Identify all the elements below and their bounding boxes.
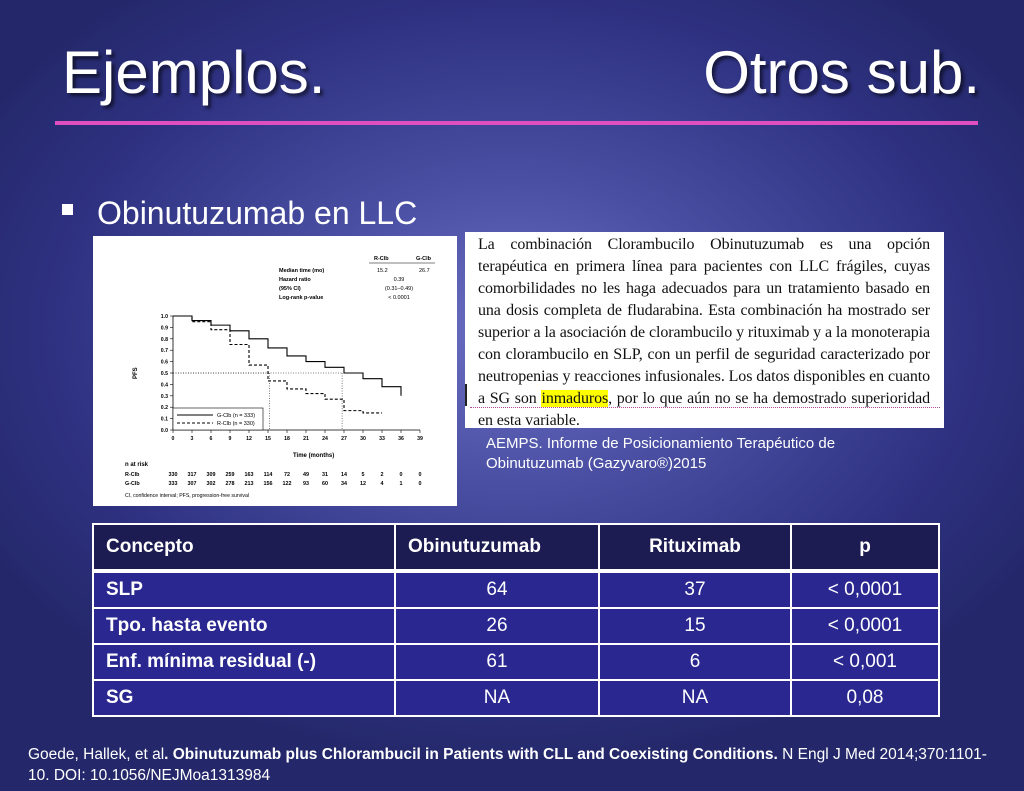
cell-rituximab: NA (599, 680, 791, 716)
km-y-tick-label: 0.6 (160, 359, 168, 366)
risk-table (125, 472, 422, 487)
risk-value: 4 (380, 481, 384, 487)
risk-value: 307 (187, 481, 197, 487)
results-table (92, 523, 940, 717)
cell-concepto: Enf. mínima residual (-) (93, 644, 395, 680)
km-x-tick-label: 12 (246, 436, 252, 442)
kaplan-meier-figure (93, 236, 457, 506)
km-series-rclb (173, 316, 382, 413)
risk-value: 72 (284, 472, 290, 478)
header-obinutuzumab: Obinutuzumab (395, 524, 599, 571)
aemps-quote-text (478, 234, 930, 428)
table-header-row (93, 524, 939, 571)
km-chart-svg (93, 236, 457, 506)
stats-value-gclb: 26.7 (419, 268, 430, 274)
header-concepto: Concepto (93, 524, 395, 571)
risk-value: 330 (168, 472, 178, 478)
cell-p: < 0,0001 (791, 571, 939, 608)
quote-margin-bar (465, 384, 467, 406)
quote-text-before: La combinación Clorambucilo Obinutuzumab es una opción terapéutica en primera línea para pacientes con LLC frágiles, cuyas comorbilidades no les haga adecuados para un tratamiento basado en una dosis completa de fludarabina. Esta combinación ha mostrado ser superior a la asociación de clorambucilo y rituximab y a la monoterapia con clorambucilo en SLP, con un perfil de seguridad caracterizado por neutropenias y reacciones infusionales. Los datos disponibles en cuanto a SG son (478, 236, 930, 407)
cell-obinutuzumab: NA (395, 680, 599, 716)
stats-header-rclb: R-Clb (374, 256, 389, 262)
risk-value: 309 (206, 472, 216, 478)
stats-label: Hazard ratio (279, 277, 311, 283)
km-xlabel: Time (months) (293, 453, 335, 459)
cell-p: 0,08 (791, 680, 939, 716)
cell-obinutuzumab: 64 (395, 571, 599, 608)
km-footnote: CI, confidence interval; PFS, progression-free survival (125, 493, 249, 499)
risk-row-label: R-Clb (125, 472, 140, 478)
square-bullet-icon (62, 204, 73, 215)
legend-label-gclb: G-Clb (n = 333) (217, 413, 256, 419)
cell-rituximab: 15 (599, 608, 791, 644)
aemps-caption: AEMPS. Informe de Posicionamiento Terapéutico de Obinutuzumab (Gazyvaro®)2015 (486, 435, 836, 472)
table-row (93, 680, 939, 716)
stats-header-gclb: G-Clb (416, 256, 431, 262)
risk-value: 1 (399, 481, 403, 487)
risk-value: 31 (322, 472, 328, 478)
km-x-tick-label: 39 (417, 436, 423, 442)
risk-value: 12 (360, 481, 366, 487)
km-y-tick-label: 0.8 (160, 336, 168, 343)
cell-rituximab: 37 (599, 571, 791, 608)
reference-title: . Obinutuzumab plus Chlorambucil in Patients with CLL and Coexisting Conditions. (164, 746, 778, 763)
km-y-tick-label: 0.0 (160, 428, 168, 434)
stats-label: Log-rank p-value (279, 295, 324, 301)
risk-value: 0 (399, 472, 403, 478)
risk-value: 14 (341, 472, 347, 478)
risk-value: 114 (263, 472, 273, 478)
title-divider (55, 121, 978, 125)
cell-concepto: SLP (93, 571, 395, 608)
risk-value: 0 (418, 472, 422, 478)
risk-value: 0 (418, 481, 422, 487)
km-x-tick-label: 33 (379, 436, 385, 442)
cell-rituximab: 6 (599, 644, 791, 680)
aemps-quote-panel (465, 232, 944, 428)
risk-value: 60 (322, 481, 328, 487)
header-p: p (791, 524, 939, 571)
risk-value: 333 (168, 481, 178, 487)
risk-value: 278 (225, 481, 235, 487)
risk-value: 163 (244, 472, 254, 478)
table-row (93, 571, 939, 608)
risk-value: 156 (263, 481, 273, 487)
stats-value: < 0.0001 (388, 295, 410, 301)
stats-value-rclb: 15.2 (377, 268, 388, 274)
bullet-text: Obinutuzumab en LLC (97, 194, 418, 231)
km-x-tick-label: 36 (398, 436, 404, 442)
cell-p: < 0,001 (791, 644, 939, 680)
quote-dotted-rule (470, 407, 940, 408)
km-y-tick-label: 0.7 (160, 348, 168, 355)
km-y-tick-label: 0.2 (160, 405, 168, 412)
bullet-item (62, 192, 417, 234)
km-x-tick-label: 3 (190, 436, 194, 442)
km-y-tick-label: 0.4 (160, 382, 168, 389)
risk-title: n at risk (125, 462, 149, 468)
cell-obinutuzumab: 26 (395, 608, 599, 644)
cell-obinutuzumab: 61 (395, 644, 599, 680)
cell-concepto: SG (93, 680, 395, 716)
risk-value: 317 (187, 472, 197, 478)
stats-label: (95% CI) (279, 286, 301, 292)
stats-label: Median time (mo) (279, 268, 325, 274)
header-rituximab: Rituximab (599, 524, 791, 571)
risk-value: 213 (244, 481, 254, 487)
reference-authors: Goede, Hallek, et al (28, 746, 165, 763)
legend-label-rclb: R-Clb (n = 330) (217, 421, 255, 427)
km-x-tick-label: 6 (209, 436, 213, 442)
risk-value: 5 (361, 472, 365, 478)
km-y-tick-label: 0.5 (160, 371, 168, 377)
km-x-tick-label: 15 (265, 436, 271, 442)
slide-title-left: Ejemplos. (62, 39, 326, 106)
quote-highlight: inmaduros (541, 390, 609, 407)
cell-concepto: Tpo. hasta evento (93, 608, 395, 644)
risk-row-label: G-Clb (125, 481, 140, 487)
km-y-tick-label: 0.3 (160, 393, 168, 400)
risk-value: 259 (225, 472, 235, 478)
stats-table (279, 268, 430, 301)
km-x-tick-label: 0 (171, 436, 175, 442)
risk-value: 49 (303, 472, 309, 478)
km-ylabel: PFS (133, 367, 139, 379)
stats-value: 0.39 (393, 277, 405, 283)
quote-text-after: , por lo que aún no se ha demostrado superioridad en esta variable. (478, 390, 930, 428)
stats-value: (0.31–0.49) (384, 286, 414, 292)
km-y-tick-label: 1.0 (160, 314, 168, 320)
km-x-tick-label: 9 (228, 436, 232, 442)
risk-value: 122 (282, 481, 292, 487)
cell-p: < 0,0001 (791, 608, 939, 644)
km-x-tick-label: 27 (341, 436, 347, 442)
km-x-tick-label: 18 (284, 436, 290, 442)
risk-value: 2 (380, 472, 384, 478)
km-y-tick-label: 0.9 (160, 325, 168, 332)
risk-value: 93 (303, 481, 309, 487)
table-row (93, 644, 939, 680)
km-y-tick-label: 0.1 (160, 416, 168, 423)
reference-citation (28, 744, 988, 786)
table-row (93, 608, 939, 644)
km-x-tick-label: 30 (360, 436, 366, 442)
risk-value: 302 (206, 481, 216, 487)
reference-journal: N Engl J Med 2014;370:1101-10. DOI: 10.1056/NEJMoa1313984 (28, 746, 987, 784)
risk-value: 34 (341, 481, 347, 487)
slide-title-right: Otros sub. (703, 39, 980, 106)
km-x-tick-label: 21 (303, 436, 309, 442)
km-x-tick-label: 24 (322, 436, 328, 442)
